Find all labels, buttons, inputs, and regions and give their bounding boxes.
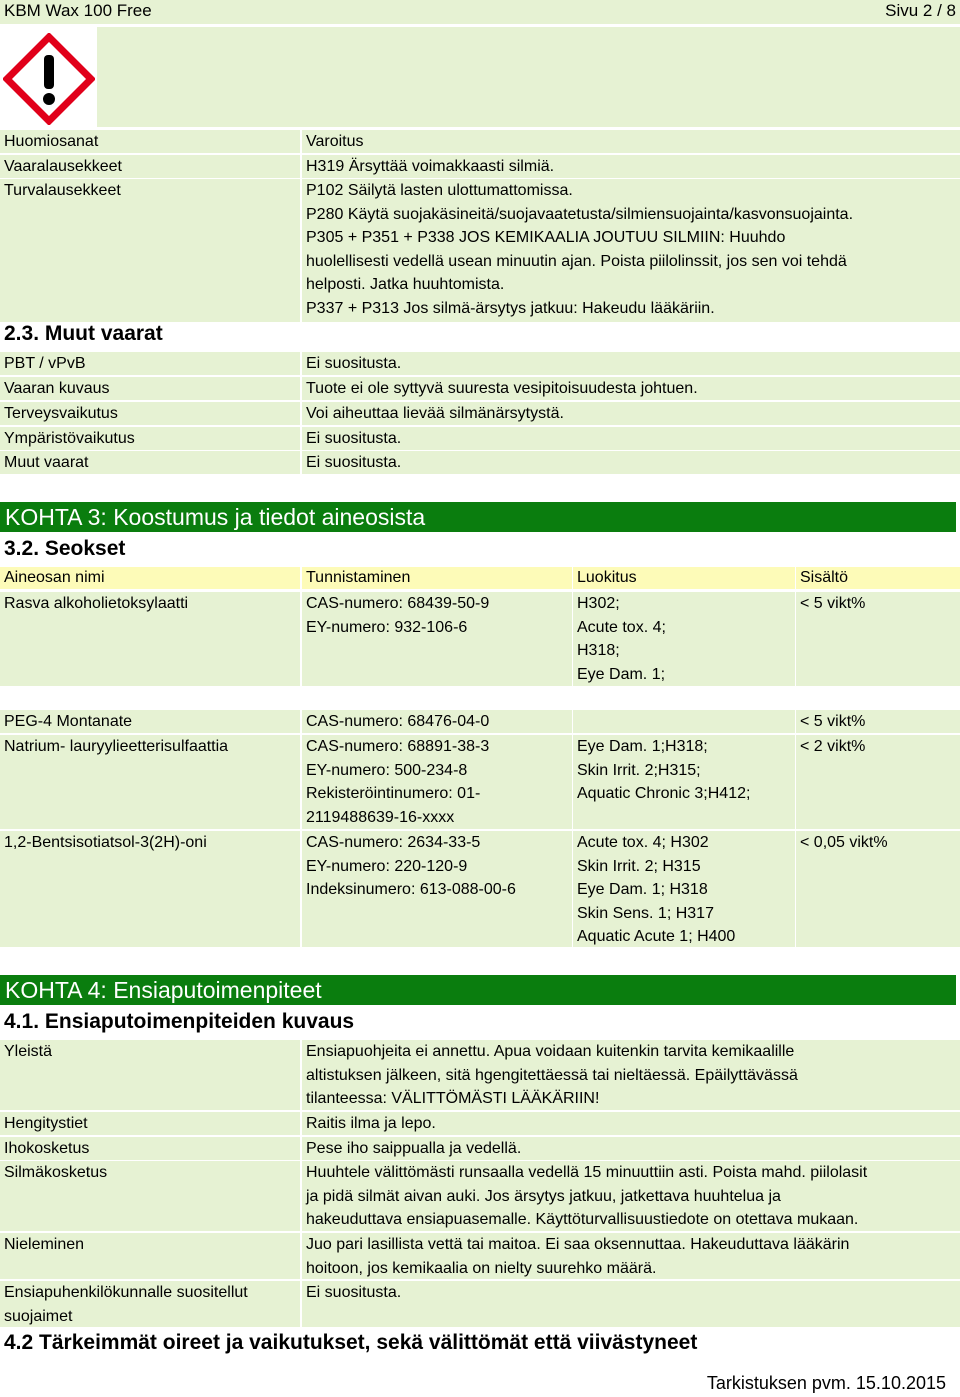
table-row-name <box>0 710 300 733</box>
document-header <box>0 0 960 24</box>
precaution-line: huolellisesti vedellä usean minuutin ajan. Poista piilolinssit, jos sen voi tehdä <box>306 252 847 270</box>
section-2-3-heading: 2.3. Muut vaarat <box>4 322 163 345</box>
class-line: Skin Sens. 1; H317 <box>577 904 714 922</box>
other-hazards-label: Muut vaarat <box>0 451 300 474</box>
ident-line: CAS-numero: 68891-38-3 <box>306 738 490 755</box>
class-line: Aquatic Acute 1; H400 <box>577 928 736 945</box>
table-row-content <box>796 831 960 947</box>
class-line: Aquatic Chronic 3;H412; <box>577 785 751 802</box>
general-label: Yleistä <box>0 1040 300 1110</box>
pbt-label: PBT / vPvB <box>0 352 300 375</box>
precautionary-statements-label: Turvalausekkeet <box>0 179 300 322</box>
table-row-classification <box>573 710 795 733</box>
label-line: suojaimet <box>4 1307 73 1325</box>
section-4-banner: KOHTA 4: Ensiaputoimenpiteet <box>0 975 956 1005</box>
label-line: Ensiapuhenkilökunnalle suositellut <box>4 1284 248 1301</box>
section-4-2-heading: 4.2 Tärkeimmät oireet ja vaikutukset, sekä välittömät että viivästyneet <box>4 1331 698 1354</box>
table-row-identification <box>302 710 572 733</box>
table-row-classification <box>573 831 795 947</box>
ingredient-name: PEG-4 Montanate <box>4 713 133 730</box>
signal-word-label: Huomiosanat <box>0 130 300 153</box>
ident-line: Rekisteröintinumero: 01- <box>306 785 481 802</box>
first-aid-line: Ensiapuohjeita ei annettu. Apua voidaan kuitenkin tarvita kemikaalille <box>306 1043 795 1060</box>
precaution-line: P337 + P313 Jos silmä-ärsytys jatkuu: Hakeudu lääkäriin. <box>306 299 715 317</box>
hazard-statements-label: Vaaralausekkeet <box>0 155 300 178</box>
eye-contact-label: Silmäkosketus <box>0 1161 300 1231</box>
ident-line: CAS-numero: 68476-04-0 <box>306 713 490 730</box>
pictogram-band <box>0 27 960 127</box>
class-line: Skin Irrit. 2; H315 <box>577 857 701 875</box>
first-aid-line: Huuhtele välittömästi runsaalla vedellä 15 minuuttiin asti. Poista mahd. piilolasit <box>306 1164 868 1181</box>
section-3-2-heading: 3.2. Seokset <box>4 537 126 560</box>
ident-line: CAS-numero: 68439-50-9 <box>306 595 490 612</box>
hazard-description-value: Tuote ei ole syttyvä suuresta vesipitoisuudesta johtuen. <box>302 377 960 400</box>
ident-line: EY-numero: 220-120-9 <box>306 857 468 875</box>
ident-line: Indeksinumero: 613-088-00-6 <box>306 881 516 898</box>
ident-line: EY-numero: 932-106-6 <box>306 618 468 636</box>
ident-line: CAS-numero: 2634-33-5 <box>306 834 481 851</box>
health-effect-value: Voi aiheuttaa lievää silmänärsytystä. <box>302 402 960 425</box>
first-aid-line: altistuksen jälkeen, sitä hgengitettäessä tai nieltäessä. Epäilyttävässä <box>306 1066 798 1084</box>
exclamation-mark-icon <box>3 33 95 125</box>
class-line: Skin Irrit. 2;H315; <box>577 761 701 779</box>
section-4-1-heading: 4.1. Ensiaputoimenpiteiden kuvaus <box>4 1010 355 1033</box>
signal-word-value: Varoitus <box>302 130 960 153</box>
table-row-content <box>796 592 960 686</box>
table-row-name <box>0 592 300 686</box>
other-hazards-value: Ei suositusta. <box>302 451 960 474</box>
document-title: KBM Wax 100 Free <box>4 1 152 20</box>
section-3-banner: KOHTA 3: Koostumus ja tiedot aineosista <box>0 502 956 532</box>
table-row-name <box>0 831 300 947</box>
table-row-identification <box>302 592 572 686</box>
precautionary-statements-value <box>302 179 960 322</box>
first-aid-line: tilanteessa: VÄLITTÖMÄSTI LÄÄKÄRIIN! <box>306 1090 600 1107</box>
precaution-line: P280 Käytä suojakäsineitä/suojavaatetusta/silmiensuojainta/kasvonsuojainta. <box>306 205 854 223</box>
inhalation-value: Raitis ilma ja lepo. <box>302 1112 960 1135</box>
environmental-effect-value: Ei suositusta. <box>302 427 960 450</box>
ident-line: EY-numero: 500-234-8 <box>306 761 468 779</box>
first-aid-line: ja pidä silmät aivan auki. Jos ärsytys jatkuu, jatkettava huuhtelua ja <box>306 1187 781 1205</box>
precaution-line: P102 Säilytä lasten ulottumattomissa. <box>306 182 573 199</box>
ident-line: 2119488639-16-xxxx <box>306 808 455 826</box>
table-row-content <box>796 735 960 829</box>
column-header-identification: Tunnistaminen <box>302 567 572 589</box>
hazard-description-label: Vaaran kuvaus <box>0 377 300 400</box>
table-row-name <box>0 735 300 829</box>
skin-contact-label: Ihokosketus <box>0 1137 300 1160</box>
skin-contact-value: Pese iho saippualla ja vedellä. <box>302 1137 960 1160</box>
first-aid-line: hoitoon, jos kemikaalia on nielty suurehko määrä. <box>306 1259 657 1277</box>
column-header-name: Aineosan nimi <box>0 567 300 589</box>
class-line: Eye Dam. 1; H318 <box>577 881 708 898</box>
ingestion-value <box>302 1233 960 1279</box>
class-line: H318; <box>577 642 620 659</box>
precaution-line: helposti. Jatka huuhtomista. <box>306 276 505 293</box>
class-line: Eye Dam. 1; <box>577 665 666 683</box>
content-value: < 2 vikt% <box>800 738 866 755</box>
eye-contact-value <box>302 1161 960 1231</box>
content-value: < 0,05 vikt% <box>800 834 888 851</box>
ingredient-name: 1,2-Bentsisotiatsol-3(2H)-oni <box>4 834 207 851</box>
pictogram-box <box>0 27 97 127</box>
ingredient-name: Natrium- lauryylieetterisulfaattia <box>4 738 229 755</box>
first-aid-line: hakeuduttava ensiapuasemalle. Käyttöturvallisuustiedote on otettava mukaan. <box>306 1211 859 1228</box>
table-row-identification <box>302 831 572 947</box>
class-line: Eye Dam. 1;H318; <box>577 738 708 755</box>
column-header-classification: Luokitus <box>573 567 795 589</box>
environmental-effect-label: Ympäristövaikutus <box>0 427 300 450</box>
class-line: Acute tox. 4; H302 <box>577 834 709 851</box>
first-aider-protection-label <box>0 1281 300 1327</box>
class-line: H302; <box>577 595 620 612</box>
content-value: < 5 vikt% <box>800 713 866 730</box>
page-number: Sivu 2 / 8 <box>885 1 956 20</box>
inhalation-label: Hengitystiet <box>0 1112 300 1135</box>
ingestion-label: Nieleminen <box>0 1233 300 1279</box>
first-aider-protection-value: Ei suositusta. <box>302 1281 960 1327</box>
table-row-classification <box>573 592 795 686</box>
general-value <box>302 1040 960 1110</box>
revision-date: Tarkistuksen pvm. 15.10.2015 <box>706 1373 946 1393</box>
ingredient-name: Rasva alkoholietoksylaatti <box>4 595 189 612</box>
class-line: Acute tox. 4; <box>577 618 666 636</box>
table-row-classification <box>573 735 795 829</box>
hazard-statements-value: H319 Ärsyttää voimakkaasti silmiä. <box>302 155 960 178</box>
table-row-content <box>796 710 960 733</box>
health-effect-label: Terveysvaikutus <box>0 402 300 425</box>
content-value: < 5 vikt% <box>800 595 866 612</box>
column-header-content: Sisältö <box>796 567 960 589</box>
pbt-value: Ei suositusta. <box>302 352 960 375</box>
first-aid-line: Juo pari lasillista vettä tai maitoa. Ei saa oksennuttaa. Hakeuduttava lääkärin <box>306 1236 850 1253</box>
table-row-identification <box>302 735 572 829</box>
precaution-line: P305 + P351 + P338 JOS KEMIKAALIA JOUTUU SILMIIN: Huuhdo <box>306 229 786 246</box>
